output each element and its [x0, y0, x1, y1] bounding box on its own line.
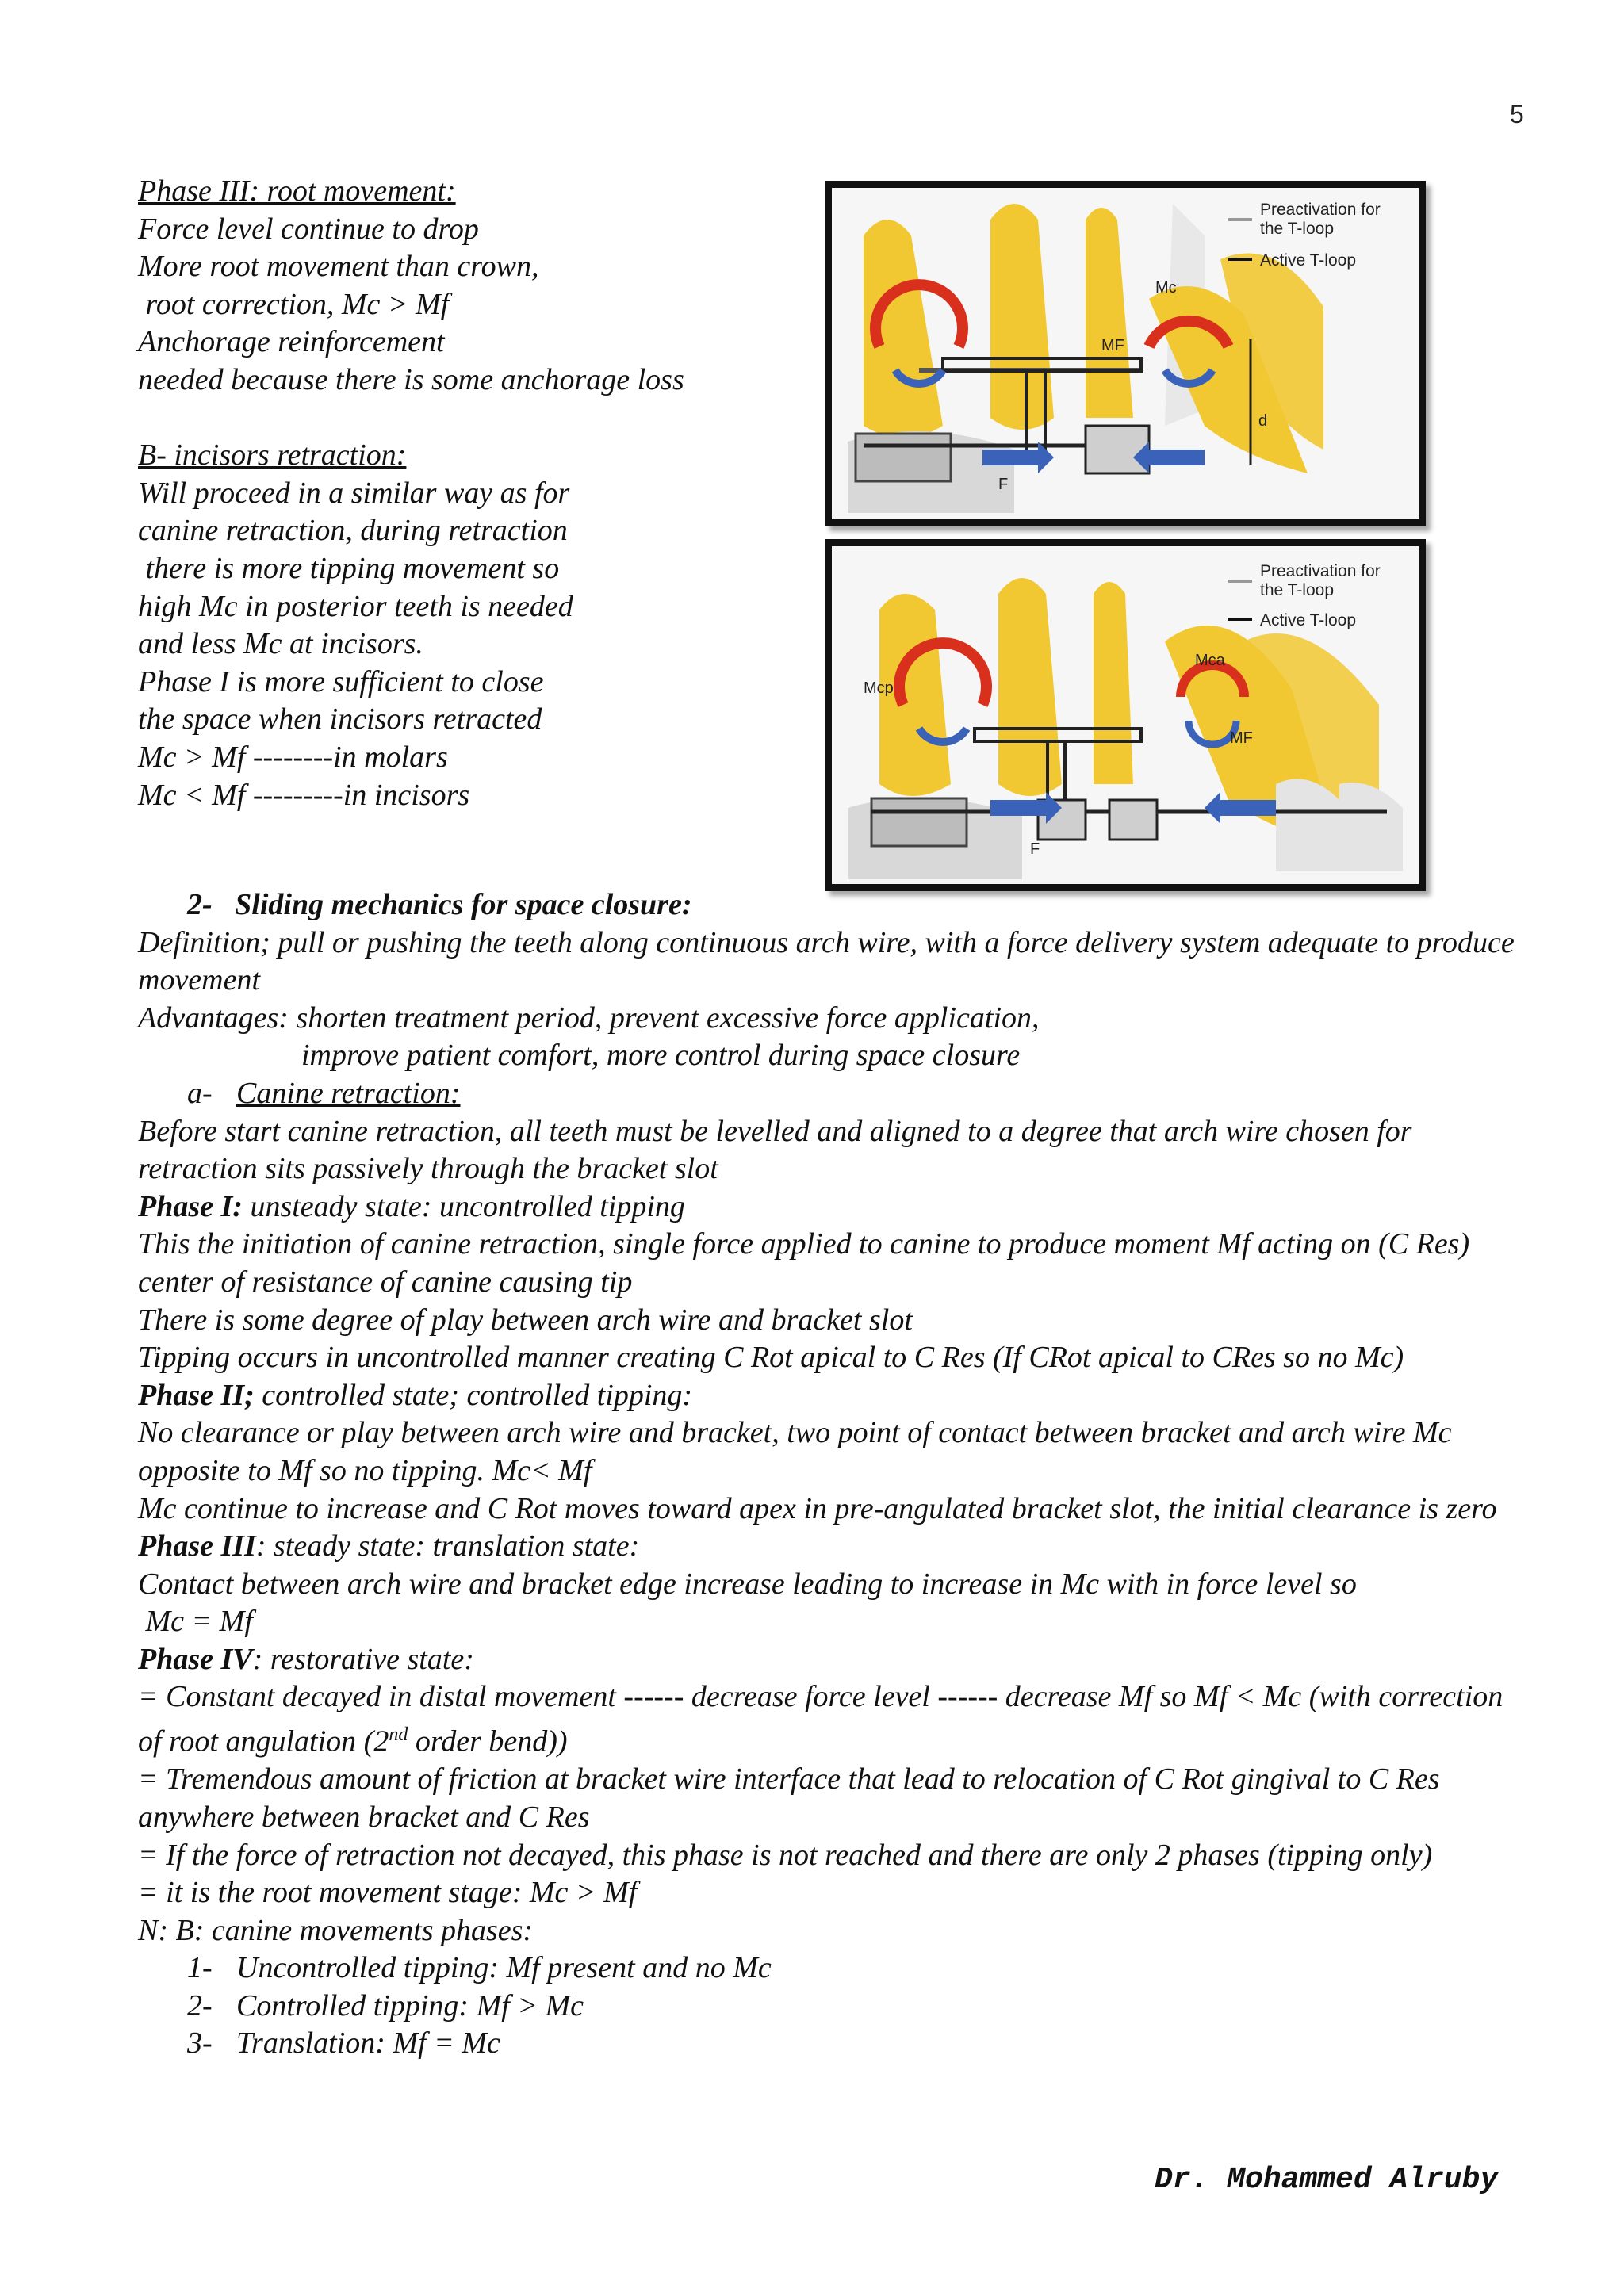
phase1-detail: There is some degree of play between arch wire and bracket slot — [138, 1303, 913, 1337]
phase4-detail — [138, 1678, 1534, 1761]
sliding-heading: 2- Sliding mechanics for space closure: — [187, 888, 692, 921]
phase3-line: Force level continue to drop — [138, 212, 479, 246]
phase2-text: controlled state; controlled tipping: — [254, 1378, 693, 1412]
author-signature: Dr. Mohammed Alruby — [1155, 2163, 1499, 2197]
d-label: d — [1258, 412, 1268, 430]
incisors-line: high Mc in posterior teeth is needed — [138, 589, 573, 623]
phase3-text: : steady state: translation state: — [255, 1529, 640, 1563]
legend-preactivation-label: Preactivation for — [1260, 201, 1381, 219]
page-number: 5 — [1510, 100, 1524, 128]
phase2-label: Phase II; — [138, 1378, 255, 1412]
phase3-heading: Phase III: root movement: — [138, 174, 456, 208]
t-loop-diagram-incisors — [832, 546, 1419, 884]
incisors-heading: B- incisors retraction: — [138, 438, 407, 473]
list-number: 1- — [187, 1951, 213, 1985]
incisors-line: canine retraction, during retraction — [138, 514, 568, 548]
phase3-detail: Contact between arch wire and bracket edge increase leading to increase in Mc with in force level so — [138, 1567, 1357, 1601]
legend-preactivation-label-2: the T-loop — [1260, 220, 1335, 238]
incisors-line: and less Mc at incisors. — [138, 627, 423, 661]
mf-label: MF — [1101, 337, 1124, 354]
phase3-line: More root movement than crown, — [138, 250, 539, 284]
phase4-detail-text: = Constant decayed in distal movement ------ decrease force level ------ decrease Mf so Mf < Mc (with correction of root angulation (2 — [138, 1680, 1503, 1758]
phase2-line — [138, 1377, 1534, 1415]
main-text — [138, 886, 1534, 2063]
mc-label: Mc — [1155, 279, 1177, 297]
list-text: Controlled tipping: Mf > Mc — [236, 1988, 584, 2022]
list-text: Translation: Mf = Mc — [236, 2026, 500, 2061]
phase4-detail: = it is the root movement stage: Mc > Mf — [138, 1876, 638, 1910]
phase2-detail: Mc continue to increase and C Rot moves toward apex in pre-angulated bracket slot, the initial clearance is zero — [138, 1491, 1497, 1525]
phase4-detail-text-end: order bend)) — [408, 1724, 568, 1758]
superscript: nd — [389, 1724, 408, 1746]
list-number: a- — [187, 1076, 213, 1110]
incisors-line: there is more tipping movement so — [138, 551, 560, 585]
mca-label: Mca — [1195, 652, 1225, 669]
left-column — [138, 173, 804, 814]
list-item — [138, 1950, 1534, 1988]
phase2-detail: No clearance or play between arch wire and bracket, two point of contact between bracket and arch wire Mc opposite to Mf so no tipping. Mc< Mf — [138, 1416, 1452, 1487]
f-label: F — [998, 476, 1009, 493]
phase3-detail: Mc = Mf — [138, 1605, 253, 1639]
phase1-label: Phase I: — [138, 1189, 243, 1223]
incisors-line: Will proceed in a similar way as for — [138, 476, 570, 510]
legend-active-label: Active T-loop — [1260, 611, 1357, 629]
f-label: F — [1030, 840, 1040, 858]
mcp-label: Mcp — [864, 679, 894, 697]
phase4-detail: = If the force of retraction not decayed, this phase is not reached and there are only 2 phases (tipping only) — [138, 1838, 1433, 1872]
phase1-text: unsteady state: uncontrolled tipping — [242, 1189, 685, 1223]
list-text: Uncontrolled tipping: Mf present and no Mc — [236, 1951, 772, 1985]
legend-preactivation-label-2: the T-loop — [1260, 581, 1335, 599]
incisors-line: Phase I is more sufficient to close — [138, 664, 544, 698]
t-loop-figure-canine — [825, 181, 1426, 526]
phase1-detail: This the initiation of canine retraction, single force applied to canine to produce moment Mf acting on (C Res) center of resistance of canine causing tip — [138, 1227, 1470, 1299]
list-number: 3- — [187, 2026, 213, 2061]
canine-retraction-title: Canine retraction: — [236, 1076, 461, 1110]
phase4-label: Phase IV — [138, 1642, 253, 1676]
advantages-line-1: Advantages: shorten treatment period, prevent excessive force application, — [138, 1001, 1040, 1035]
phase3-line: needed because there is some anchorage loss — [138, 362, 684, 396]
legend-preactivation-label: Preactivation for — [1260, 562, 1381, 580]
legend-active-label: Active T-loop — [1260, 251, 1357, 270]
phase3-line: Anchorage reinforcement — [138, 325, 445, 359]
advantages-line-2: improve patient comfort, more control during space closure — [301, 1039, 1021, 1073]
phase1-detail: Tipping occurs in uncontrolled manner creating C Rot apical to C Res (If CRot apical to CRes so no Mc) — [138, 1341, 1404, 1375]
phase3-line — [138, 1528, 1534, 1566]
mf-label: MF — [1230, 729, 1253, 747]
list-number: 2- — [187, 1988, 213, 2022]
nb-line: N: B: canine movements phases: — [138, 1913, 534, 1947]
phase4-line — [138, 1641, 1534, 1679]
phase3-line: root correction, Mc > Mf — [138, 287, 450, 321]
phase4-text: : restorative state: — [252, 1642, 474, 1676]
incisors-line: Mc > Mf --------in molars — [138, 740, 448, 774]
t-loop-diagram-canine — [832, 188, 1419, 519]
phase3-label: Phase III — [138, 1529, 256, 1563]
canine-before-text: Before start canine retraction, all teeth must be levelled and aligned to a degree that arch wire chosen for retraction sits passively through the bracket slot — [138, 1114, 1412, 1186]
incisors-line: Mc < Mf ---------in incisors — [138, 778, 470, 812]
list-item — [138, 1988, 1534, 2026]
phase1-line — [138, 1188, 1534, 1226]
definition: Definition; pull or pushing the teeth along continuous arch wire, with a force delivery system adequate to produce movement — [138, 925, 1515, 997]
t-loop-figure-incisors — [825, 539, 1426, 891]
list-item — [138, 2025, 1534, 2063]
canine-retraction-heading — [138, 1075, 1534, 1113]
phase4-detail: = Tremendous amount of friction at bracket wire interface that lead to relocation of C Rot gingival to C Res anywhere between bracket and C Res — [138, 1762, 1440, 1834]
incisors-line: the space when incisors retracted — [138, 702, 542, 737]
